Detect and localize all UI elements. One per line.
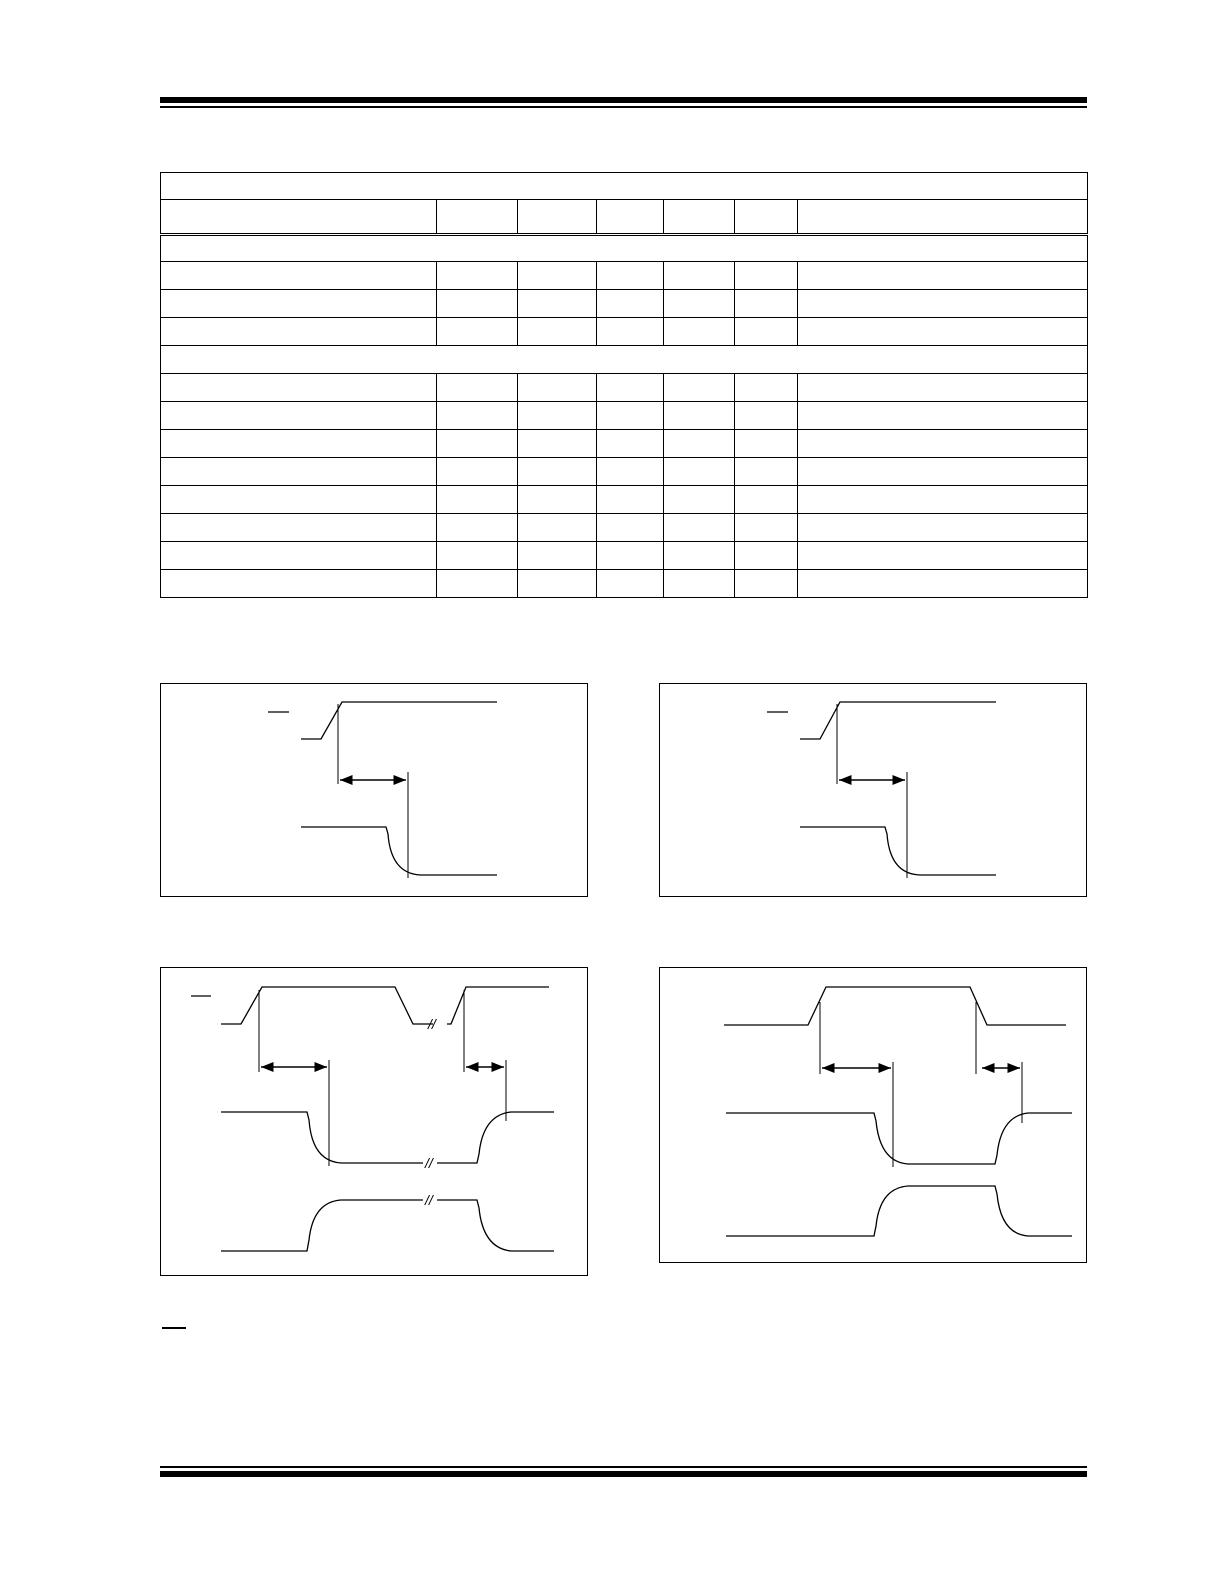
input-waveform [724,987,1066,1025]
timing-figure-4 [659,967,1087,1263]
timing-diagram-2 [660,684,1088,898]
output-high-waveform [726,1186,1072,1236]
table-row [161,290,1088,318]
table-row [161,402,1088,430]
break-mark: // [428,1016,436,1032]
input-waveform [301,702,497,739]
output-low-waveform [726,1113,1072,1164]
timing-figure-3 [160,967,588,1276]
output-waveform [800,827,996,875]
break-mark: // [425,1155,433,1171]
output-low-waveform-part2 [437,1112,554,1163]
table-row [161,262,1088,290]
table-row [161,430,1088,458]
table-row [161,542,1088,570]
input-waveform [800,702,996,739]
footer-rule-thin [160,1466,1087,1468]
header-rule-thin [160,106,1087,108]
note-overbar-mark [162,1327,186,1329]
table-row [161,486,1088,514]
input-waveform-part2 [447,987,549,1024]
output-high-waveform-part1 [221,1200,423,1251]
table-row [161,318,1088,346]
timing-diagram-4 [660,968,1088,1264]
timing-figure-1 [160,683,588,897]
break-mark: // [425,1192,433,1208]
table-row [161,374,1088,402]
table-section-row [161,235,1088,262]
header-rule-thick [160,97,1087,103]
output-low-waveform-part1 [221,1112,423,1163]
output-waveform [301,827,497,875]
table-header-row [161,200,1088,235]
table-row [161,514,1088,542]
input-waveform-part1 [221,987,433,1024]
table-title-row [161,173,1088,200]
timing-diagram-3 [161,968,589,1277]
specification-table [160,172,1088,598]
table-section-row [161,346,1088,374]
footer-rule-thick [160,1471,1087,1477]
output-high-waveform-part2 [437,1200,554,1251]
table-row [161,458,1088,486]
table-row [161,570,1088,598]
timing-figure-2 [659,683,1087,897]
timing-diagram-1 [161,684,589,898]
